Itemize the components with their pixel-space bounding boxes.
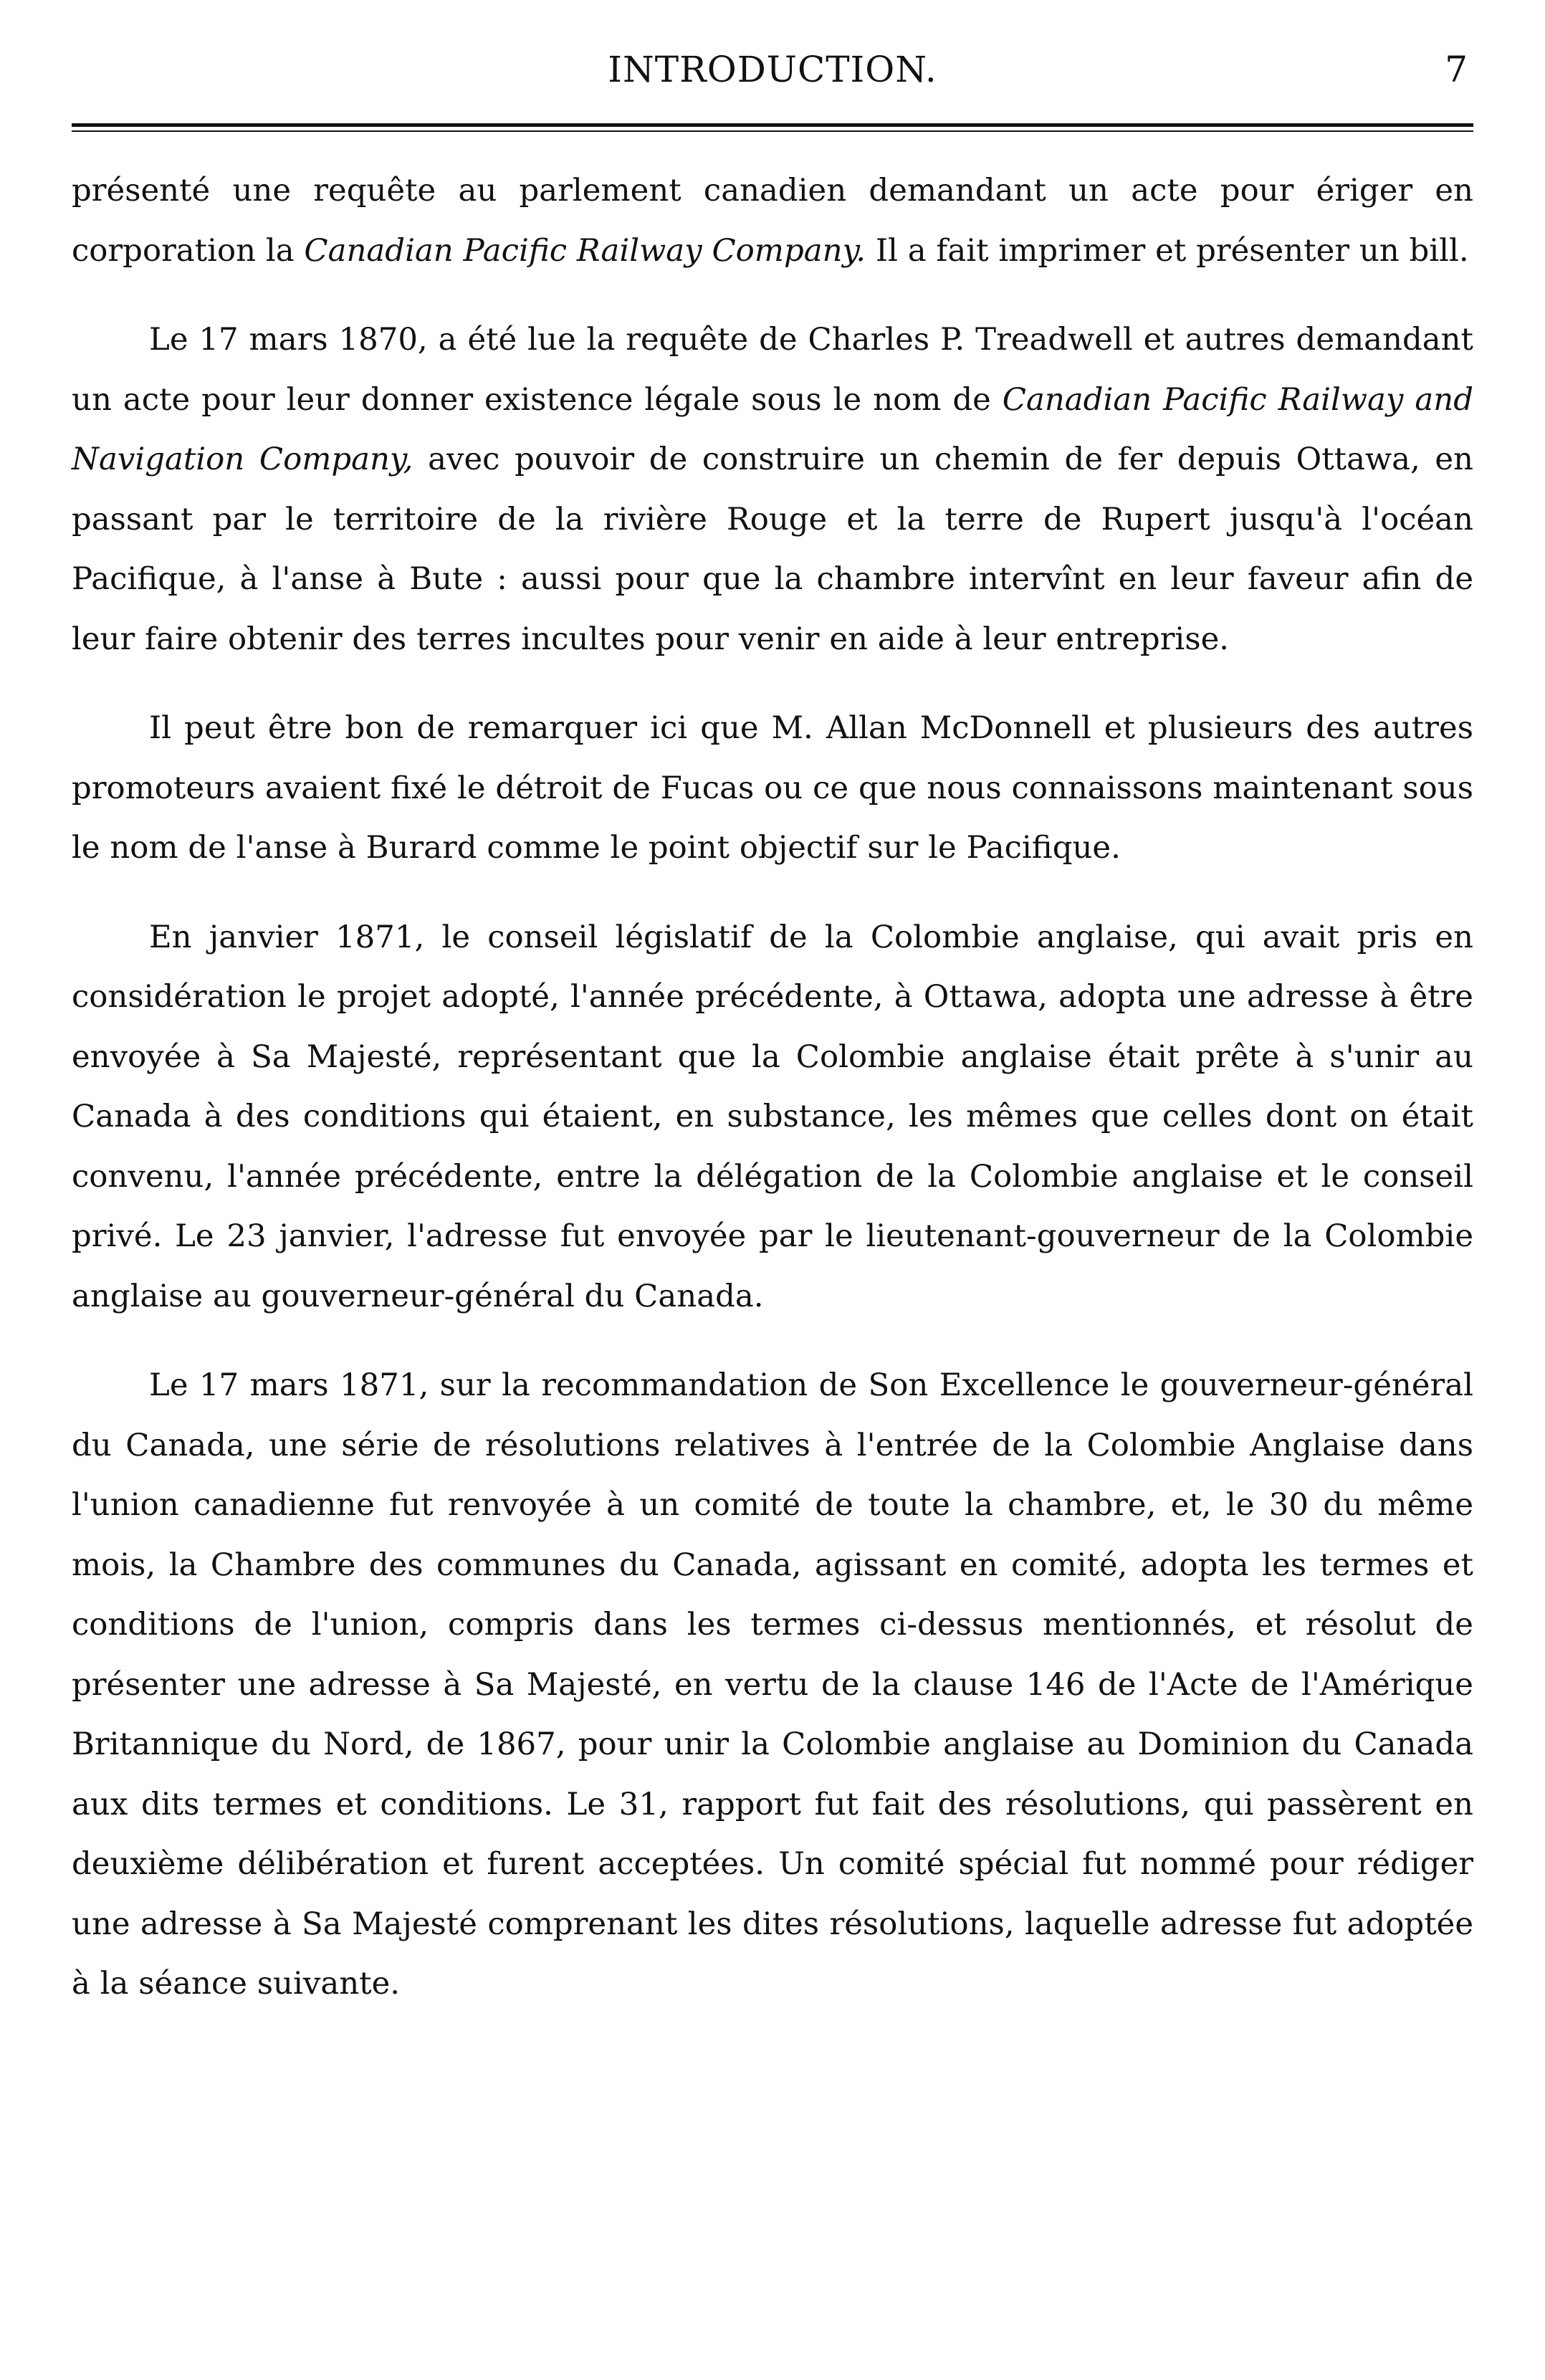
header-rule-thin (72, 130, 1473, 132)
paragraph-5: Le 17 mars 1871, sur la recommandation de Son Excellence le gouverneur-général du Canada, une série de résolutions relatives à l'entrée de la Colombie Anglaise dans l'union canadienne fut renvoyée à un comité de toute la chambre, et, le 30 du même mois, la Chambre des communes du Canada, agissant en comité, adopta les termes et conditions de l'union, compris dans les termes ci-dessus mentionnés, et résolut de présenter une adresse à Sa Majesté, en vertu de la clause 146 de l'Acte de l'Amérique Britannique du Nord, de 1867, pour unir la Colombie anglaise au Dominion du Canada aux dits termes et conditions. Le 31, rapport fut fait des résolutions, qui passèrent en deuxième délibération et furent acceptées. Un comité spécial fut nommé pour rédiger une adresse à Sa Majesté comprenant les dites résolutions, laquelle adresse fut adoptée à la séance suivante. (72, 1367, 1473, 2002)
paragraph-2 (72, 310, 1473, 669)
paragraph-2-text-b: avec pouvoir de construire un chemin de fer depuis Ottawa, en passant par le territoire de la rivière Rouge et la terre de Rupert jusqu'à l'océan Pacifique, à l'anse à Bute : aussi pour que la chambre intervînt en leur faveur afin de leur faire obtenir des terres incultes pour venir en aide à leur entreprise. (72, 441, 1473, 657)
paragraph-3: Il peut être bon de remarquer ici que M. Allan McDonnell et plusieurs des autres promoteurs avaient fixé le détroit de Fucas ou ce que nous connaissons maintenant sous le nom de l'anse à Burard comme le point objectif sur le Pacifique. (72, 710, 1473, 866)
paragraph-2-text-a: Le 17 mars 1870, a été lue la requête de Charles P. Treadwell et autres demandant un acte pour leur donner existence légale sous le nom de (72, 322, 1473, 418)
company-name-italic: Canadian Pacific Railway Company. (304, 232, 866, 269)
body-text (72, 161, 1473, 2044)
company-name-italic-2: Canadian Pacific Railway and Navigation Company, (72, 381, 1473, 477)
page-header (72, 43, 1473, 100)
paragraph-1 (72, 161, 1473, 281)
paragraph-1-text-b: Il a fait imprimer et présenter un bill. (866, 232, 1469, 269)
paragraph-1-text-a: présenté une requête au parlement canadien demandant un acte pour ériger en corporation la (72, 173, 1473, 269)
running-title: INTRODUCTION. (608, 49, 937, 90)
paragraph-4: En janvier 1871, le conseil législatif de la Colombie anglaise, qui avait pris en considération le projet adopté, l'année précédente, à Ottawa, adopta une adresse à être envoyée à Sa Majesté, représentant que la Colombie anglaise était prête à s'unir au Canada à des conditions qui étaient, en substance, les mêmes que celles dont on était convenu, l'année précédente, entre la délégation de la Colombie anglaise et le conseil privé. Le 23 janvier, l'adresse fut envoyée par le lieutenant-gouverneur de la Colombie anglaise au gouverneur-général du Canada. (72, 919, 1473, 1314)
header-rule-thick (72, 123, 1473, 127)
page (72, 43, 1473, 2336)
page-number: 7 (1445, 49, 1468, 90)
